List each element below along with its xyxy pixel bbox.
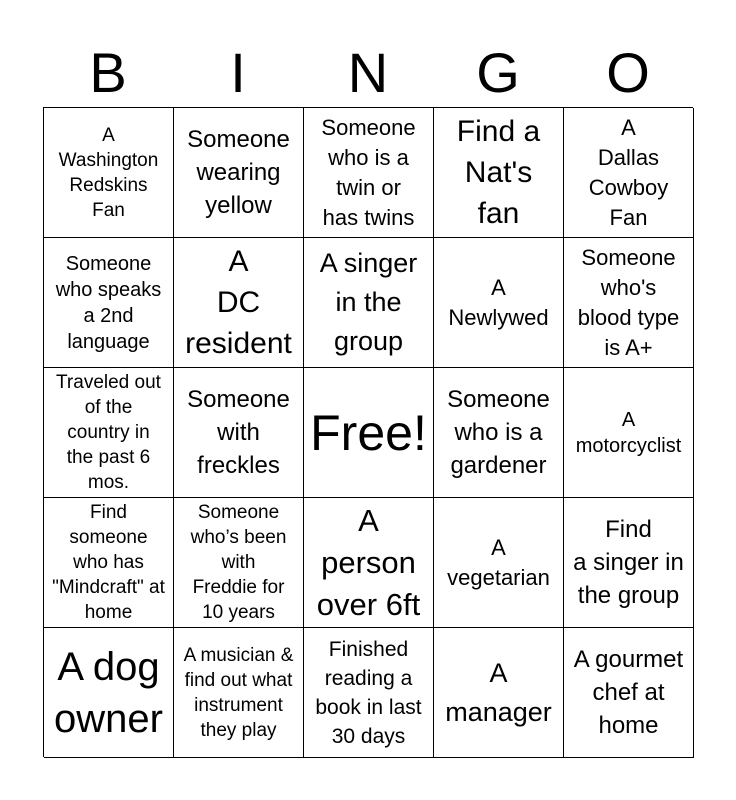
header-letter-b: B bbox=[89, 41, 127, 104]
cell-text: A vegetarian bbox=[447, 534, 550, 590]
bingo-cell[interactable] bbox=[304, 238, 434, 368]
bingo-cell[interactable] bbox=[44, 628, 174, 758]
cell-text: A gourmet chef at home bbox=[573, 646, 684, 739]
cell-text: A musician & find out what instrument they play bbox=[183, 644, 294, 741]
cell-text: Someone with freckles bbox=[187, 386, 290, 479]
cell-text: Someone who is a gardener bbox=[447, 386, 550, 479]
header-letter-g: G bbox=[476, 41, 520, 104]
free-space-text: Free! bbox=[310, 404, 427, 461]
bingo-cell[interactable] bbox=[304, 628, 434, 758]
header-letter-i: I bbox=[230, 41, 246, 104]
bingo-cell[interactable] bbox=[564, 108, 694, 238]
bingo-cell[interactable] bbox=[304, 108, 434, 238]
cell-text: A DC resident bbox=[185, 245, 292, 360]
cell-text: Someone who's blood type is A+ bbox=[577, 244, 680, 360]
bingo-cell[interactable] bbox=[434, 628, 564, 758]
cell-text: A manager bbox=[445, 657, 552, 727]
bingo-cell[interactable] bbox=[434, 498, 564, 628]
cell-text: Find a Nat's fan bbox=[456, 115, 541, 230]
bingo-cell[interactable] bbox=[564, 628, 694, 758]
cell-text: Someone wearing yellow bbox=[187, 126, 290, 219]
cell-text: A singer in the group bbox=[319, 248, 418, 356]
bingo-cell[interactable] bbox=[174, 628, 304, 758]
header-letter-o: O bbox=[606, 41, 650, 104]
cell-text: A person over 6ft bbox=[316, 502, 421, 622]
cell-text: A Washington Redskins Fan bbox=[58, 124, 159, 221]
cell-text: Find someone who has "Mindcraft" at home bbox=[52, 502, 165, 623]
bingo-cell[interactable] bbox=[174, 238, 304, 368]
cell-text: Someone who speaks a 2nd language bbox=[55, 252, 162, 353]
cell-text: Someone who is a twin or has twins bbox=[321, 114, 416, 230]
bingo-cell[interactable] bbox=[44, 108, 174, 238]
bingo-cell[interactable] bbox=[44, 368, 174, 498]
bingo-cell[interactable] bbox=[44, 238, 174, 368]
cell-text: A dog owner bbox=[54, 644, 163, 741]
cell-text: A Dallas Cowboy Fan bbox=[588, 114, 669, 230]
header-letter-n: N bbox=[347, 41, 389, 104]
cell-text: Find a singer in the group bbox=[573, 516, 684, 609]
bingo-cell[interactable] bbox=[564, 498, 694, 628]
bingo-cell[interactable] bbox=[564, 368, 694, 498]
cell-text: A Newlywed bbox=[448, 274, 549, 330]
cell-text: A motorcyclist bbox=[575, 408, 682, 457]
bingo-cell[interactable] bbox=[434, 108, 564, 238]
bingo-cell[interactable] bbox=[44, 498, 174, 628]
bingo-cell[interactable] bbox=[434, 368, 564, 498]
bingo-cell[interactable] bbox=[304, 498, 434, 628]
bingo-header bbox=[43, 40, 693, 106]
bingo-cell[interactable] bbox=[174, 108, 304, 238]
bingo-cell[interactable] bbox=[564, 238, 694, 368]
bingo-cell[interactable] bbox=[434, 238, 564, 368]
bingo-board bbox=[43, 107, 693, 757]
free-space-cell[interactable] bbox=[304, 368, 434, 498]
cell-text: Finished reading a book in last 30 days bbox=[315, 637, 422, 748]
cell-text: Someone who’s been with Freddie for 10 years bbox=[190, 502, 287, 623]
cell-text: Traveled out of the country in the past 6 mos. bbox=[56, 372, 161, 493]
bingo-cell[interactable] bbox=[174, 368, 304, 498]
bingo-cell[interactable] bbox=[174, 498, 304, 628]
